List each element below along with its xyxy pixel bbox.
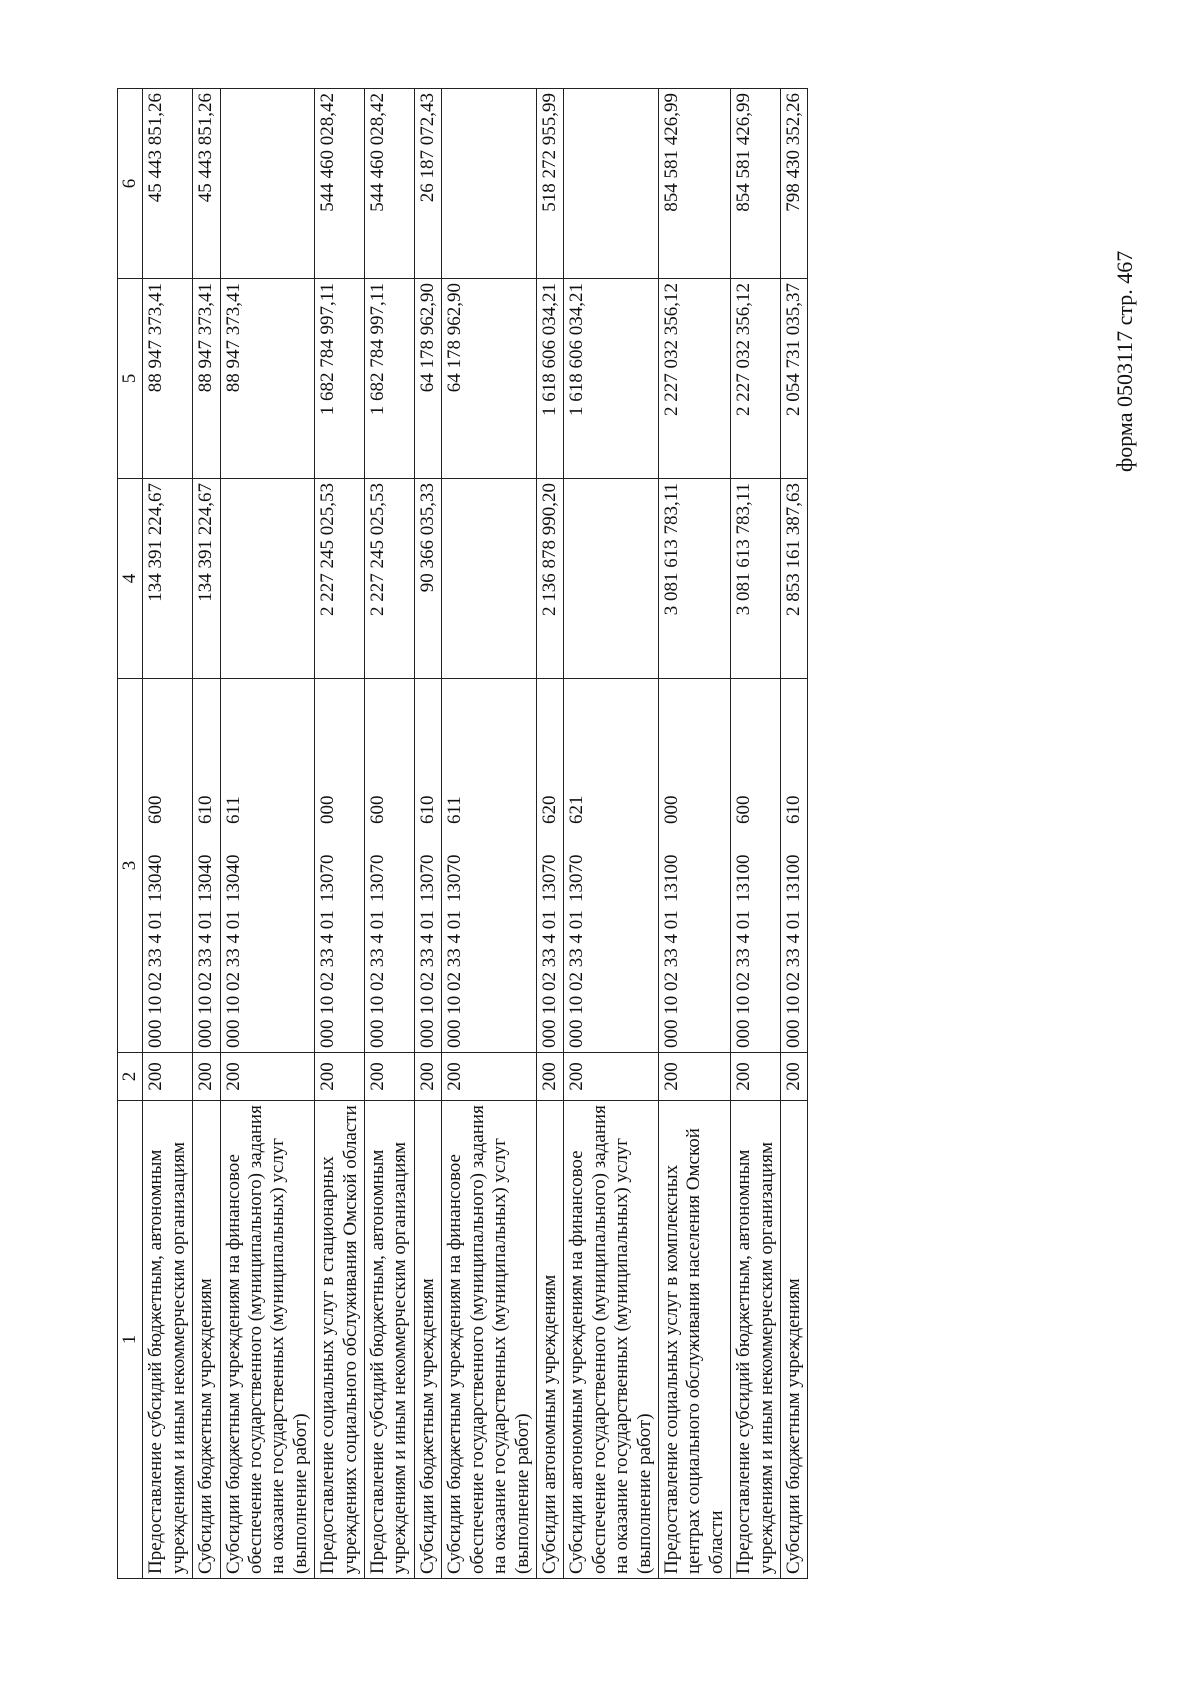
row-unexecuted: 544 460 028,42 <box>365 89 415 279</box>
form-label: форма 0503117 стр. 467 <box>1112 250 1137 472</box>
row-line-code: 200 <box>414 1053 441 1101</box>
row-line-code: 200 <box>220 1053 315 1101</box>
row-name: Предоставление социальных услуг в комплексных центрах социального обслуживания населения Омской области <box>658 1101 730 1579</box>
column-header: 6 <box>118 89 143 279</box>
row-unexecuted: 798 430 352,26 <box>780 89 807 279</box>
row-name: Субсидии автономным учреждениям на финансовое обеспечение государственного (муниципального) задания на оказание государственных (муниципальных) услуг (выполнение работ) <box>564 1101 659 1579</box>
row-line-code: 200 <box>658 1053 730 1101</box>
row-approved: 134 391 224,67 <box>193 479 220 679</box>
row-unexecuted: 544 460 028,42 <box>315 89 365 279</box>
row-unexecuted: 854 581 426,99 <box>731 89 781 279</box>
row-line-code: 200 <box>143 1053 193 1101</box>
row-unexecuted: 45 443 851,26 <box>143 89 193 279</box>
code-part-c: 000 <box>660 795 682 824</box>
code-part-b: 13070 <box>566 854 588 902</box>
code-part-c: 620 <box>538 795 560 824</box>
row-budget-code <box>193 679 220 1053</box>
table-row <box>414 89 441 1579</box>
table-row <box>315 89 365 1579</box>
table-row <box>780 89 807 1579</box>
row-unexecuted: 854 581 426,99 <box>658 89 730 279</box>
code-part-c: 611 <box>444 796 466 824</box>
code-part-a: 000 10 02 33 4 01 <box>317 910 339 1048</box>
row-name: Предоставление социальных услуг в стационарных учреждениях социального обслуживания Омской области <box>315 1101 365 1579</box>
code-part-a: 000 10 02 33 4 01 <box>660 910 682 1048</box>
code-part-b: 13100 <box>782 854 804 902</box>
code-part-a: 000 10 02 33 4 01 <box>222 910 244 1048</box>
row-name: Субсидии бюджетным учреждениям на финансовое обеспечение государственного (муниципального) задания на оказание государственных (муниципальных) услуг (выполнение работ) <box>442 1101 537 1579</box>
table-row <box>365 89 415 1579</box>
row-approved <box>220 479 315 679</box>
row-approved: 3 081 613 783,11 <box>731 479 781 679</box>
row-line-code: 200 <box>780 1053 807 1101</box>
column-header: 1 <box>118 1101 143 1579</box>
row-budget-code <box>442 679 537 1053</box>
code-part-b: 13070 <box>538 854 560 902</box>
table-row <box>564 89 659 1579</box>
row-executed: 88 947 373,41 <box>193 279 220 479</box>
row-approved <box>564 479 659 679</box>
row-executed: 2 227 032 356,12 <box>731 279 781 479</box>
row-name: Предоставление субсидий бюджетным, автономным учреждениям и иным некоммерческим организациям <box>731 1101 781 1579</box>
code-part-b: 13040 <box>145 854 167 902</box>
row-unexecuted <box>442 89 537 279</box>
table-row <box>731 89 781 1579</box>
code-part-c: 000 <box>317 795 339 824</box>
row-unexecuted <box>564 89 659 279</box>
code-part-b: 13070 <box>317 854 339 902</box>
row-executed: 64 178 962,90 <box>442 279 537 479</box>
row-budget-code <box>731 679 781 1053</box>
row-executed: 2 227 032 356,12 <box>658 279 730 479</box>
table-row <box>658 89 730 1579</box>
row-line-code: 200 <box>315 1053 365 1101</box>
code-part-c: 600 <box>145 795 167 824</box>
row-name: Субсидии бюджетным учреждениям <box>414 1101 441 1579</box>
code-part-b: 13070 <box>444 854 466 902</box>
row-executed: 1 682 784 997,11 <box>365 279 415 479</box>
row-budget-code <box>220 679 315 1053</box>
code-part-a: 000 10 02 33 4 01 <box>444 910 466 1048</box>
report-table <box>117 88 808 1579</box>
row-unexecuted: 518 272 955,99 <box>536 89 563 279</box>
row-approved: 2 853 161 387,63 <box>780 479 807 679</box>
code-part-b: 13100 <box>660 854 682 902</box>
header-row <box>118 89 143 1579</box>
column-header: 5 <box>118 279 143 479</box>
row-budget-code <box>658 679 730 1053</box>
row-line-code: 200 <box>731 1053 781 1101</box>
row-name: Предоставление субсидий бюджетным, автономным учреждениям и иным некоммерческим организациям <box>365 1101 415 1579</box>
row-budget-code <box>564 679 659 1053</box>
row-name: Предоставление субсидий бюджетным, автономным учреждениям и иным некоммерческим организациям <box>143 1101 193 1579</box>
code-part-b: 13040 <box>222 854 244 902</box>
row-budget-code <box>414 679 441 1053</box>
row-budget-code <box>143 679 193 1053</box>
code-part-c: 610 <box>782 795 804 824</box>
row-approved: 90 366 035,33 <box>414 479 441 679</box>
code-part-a: 000 10 02 33 4 01 <box>195 910 217 1048</box>
table-row <box>220 89 315 1579</box>
row-budget-code <box>536 679 563 1053</box>
code-part-c: 621 <box>566 795 588 824</box>
row-executed: 1 618 606 034,21 <box>564 279 659 479</box>
row-executed: 1 682 784 997,11 <box>315 279 365 479</box>
row-approved: 2 136 878 990,20 <box>536 479 563 679</box>
code-part-a: 000 10 02 33 4 01 <box>145 910 167 1048</box>
row-approved <box>442 479 537 679</box>
row-unexecuted: 45 443 851,26 <box>193 89 220 279</box>
code-part-a: 000 10 02 33 4 01 <box>782 910 804 1048</box>
table-row <box>536 89 563 1579</box>
row-name: Субсидии бюджетным учреждениям <box>780 1101 807 1579</box>
row-executed: 1 618 606 034,21 <box>536 279 563 479</box>
code-part-b: 13100 <box>733 854 755 902</box>
row-unexecuted: 26 187 072,43 <box>414 89 441 279</box>
row-name: Субсидии автономным учреждениям <box>536 1101 563 1579</box>
row-name: Субсидии бюджетным учреждениям <box>193 1101 220 1579</box>
row-approved: 3 081 613 783,11 <box>658 479 730 679</box>
code-part-a: 000 10 02 33 4 01 <box>566 910 588 1048</box>
row-line-code: 200 <box>442 1053 537 1101</box>
row-line-code: 200 <box>193 1053 220 1101</box>
code-part-c: 600 <box>367 795 389 824</box>
code-part-c: 610 <box>416 795 438 824</box>
table-row <box>143 89 193 1579</box>
column-header: 3 <box>118 679 143 1053</box>
row-line-code: 200 <box>564 1053 659 1101</box>
code-part-b: 13040 <box>195 854 217 902</box>
code-part-a: 000 10 02 33 4 01 <box>733 910 755 1048</box>
code-part-a: 000 10 02 33 4 01 <box>416 910 438 1048</box>
row-approved: 2 227 245 025,53 <box>315 479 365 679</box>
code-part-c: 611 <box>222 796 244 824</box>
row-approved: 2 227 245 025,53 <box>365 479 415 679</box>
code-part-a: 000 10 02 33 4 01 <box>367 910 389 1048</box>
row-unexecuted <box>220 89 315 279</box>
row-budget-code <box>780 679 807 1053</box>
row-executed: 64 178 962,90 <box>414 279 441 479</box>
table-row <box>442 89 537 1579</box>
row-line-code: 200 <box>365 1053 415 1101</box>
code-part-a: 000 10 02 33 4 01 <box>538 910 560 1048</box>
row-budget-code <box>365 679 415 1053</box>
code-part-b: 13070 <box>416 854 438 902</box>
column-header: 4 <box>118 479 143 679</box>
row-executed: 2 054 731 035,37 <box>780 279 807 479</box>
table-row <box>193 89 220 1579</box>
code-part-c: 600 <box>733 795 755 824</box>
row-name: Субсидии бюджетным учреждениям на финансовое обеспечение государственного (муниципального) задания на оказание государственных (муниципальных) услуг (выполнение работ) <box>220 1101 315 1579</box>
column-header: 2 <box>118 1053 143 1101</box>
code-part-b: 13070 <box>367 854 389 902</box>
row-line-code: 200 <box>536 1053 563 1101</box>
row-approved: 134 391 224,67 <box>143 479 193 679</box>
row-executed: 88 947 373,41 <box>143 279 193 479</box>
code-part-c: 610 <box>195 795 217 824</box>
row-executed: 88 947 373,41 <box>220 279 315 479</box>
row-budget-code <box>315 679 365 1053</box>
